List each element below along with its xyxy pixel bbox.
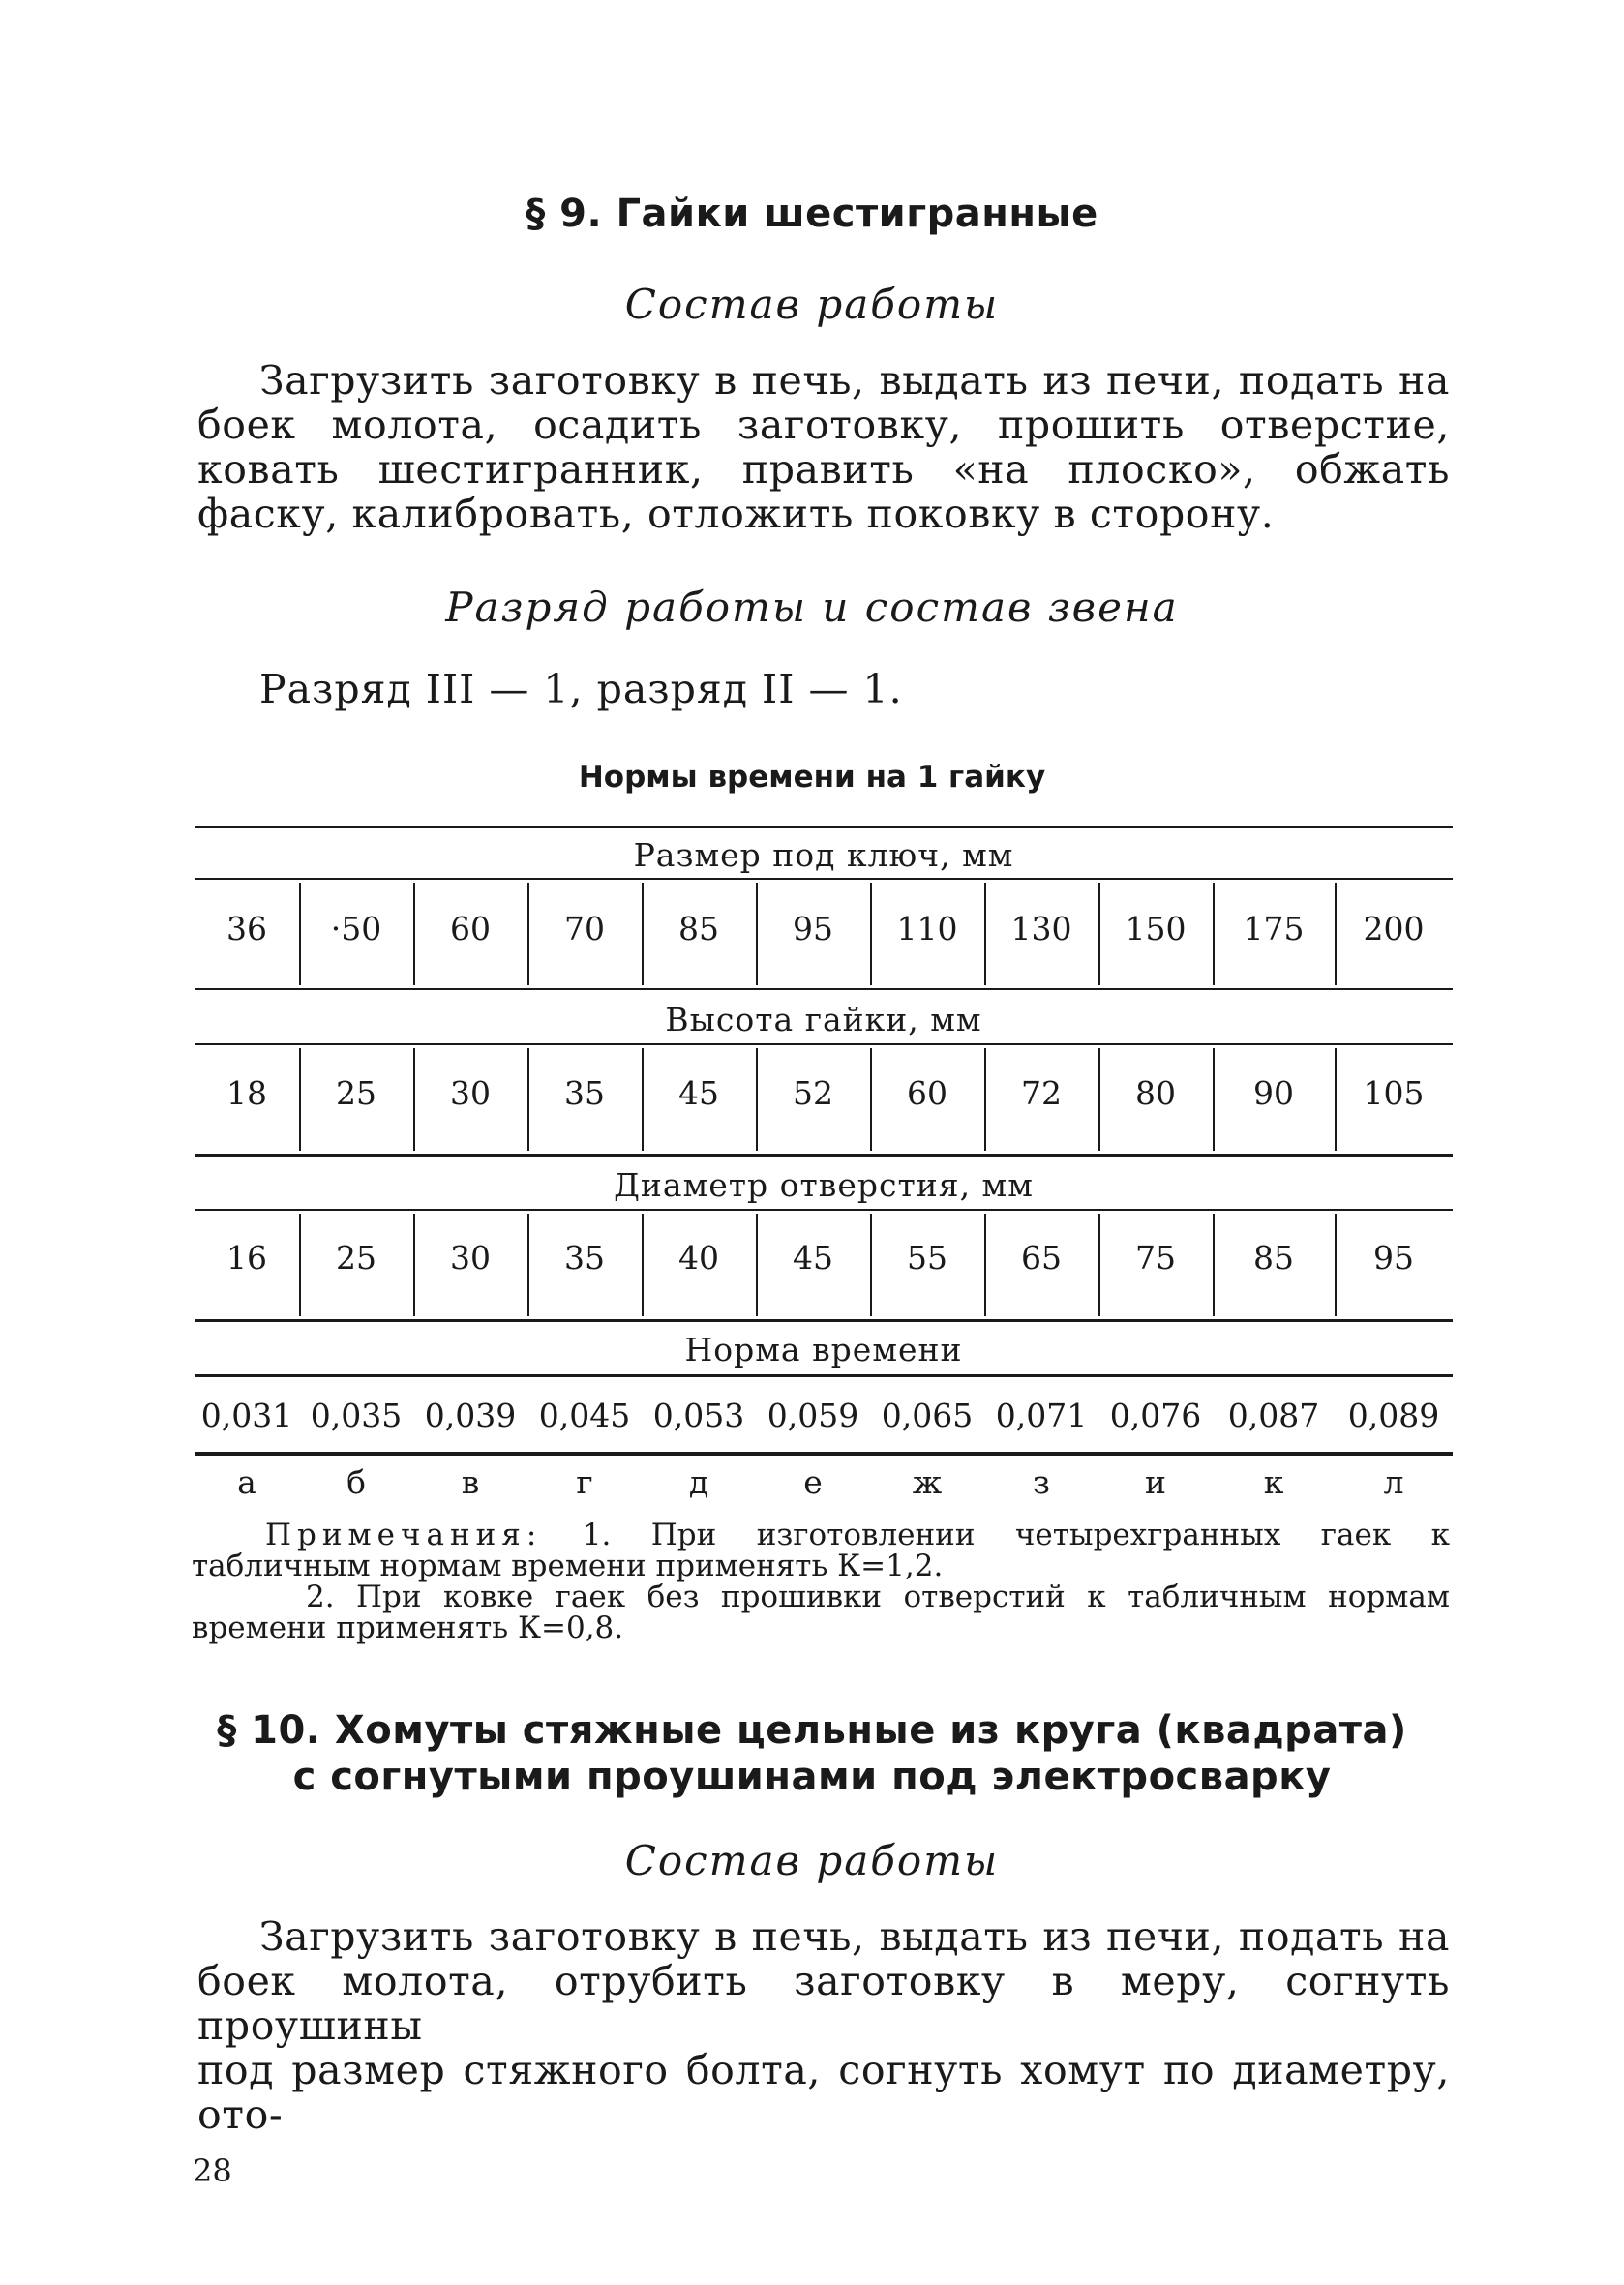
table-rule xyxy=(195,1452,1453,1456)
column-rule xyxy=(1213,883,1215,985)
column-rule xyxy=(1213,1214,1215,1316)
table-rule xyxy=(195,1374,1453,1377)
column-rule xyxy=(413,1214,415,1316)
table-row-nut-height xyxy=(195,1074,1453,1112)
column-rule xyxy=(870,1214,872,1316)
group-header-nut-height: Высота гайки, мм xyxy=(665,1001,982,1038)
column-rule xyxy=(1098,883,1100,985)
section-10-title-line2: с согнутыми проушинами под электросварку xyxy=(292,1755,1332,1799)
table-cell: 200 xyxy=(1363,910,1425,947)
table-cell: 85 xyxy=(678,910,719,947)
section-10-work-line2: боек молота, отрубить заготовку в меру, согнуть проушины xyxy=(197,1958,1450,2049)
column-rule xyxy=(1098,1214,1100,1316)
table-cell: 72 xyxy=(1021,1074,1062,1112)
table-cell: 85 xyxy=(1253,1239,1294,1277)
column-rule xyxy=(1213,1048,1215,1151)
table-cell: 110 xyxy=(896,910,958,947)
table-rule xyxy=(195,1043,1453,1045)
table-rule xyxy=(195,878,1453,880)
column-rule xyxy=(756,1048,758,1151)
column-rule xyxy=(413,883,415,985)
section-10-work-text xyxy=(197,1914,1450,2137)
column-rule xyxy=(756,1214,758,1316)
norm-cell: 0,076 xyxy=(1109,1397,1202,1434)
letter-cell: ж xyxy=(912,1463,943,1501)
column-rule xyxy=(870,1048,872,1151)
norm-cell: 0,045 xyxy=(538,1397,631,1434)
table-cell: 25 xyxy=(336,1239,376,1277)
table-cell: 30 xyxy=(450,1074,491,1112)
section-9-title: § 9. Гайки шестигранные xyxy=(526,192,1098,236)
column-rule xyxy=(299,1214,301,1316)
table-cell: 60 xyxy=(907,1074,947,1112)
table-cell: 150 xyxy=(1125,910,1187,947)
section-10-title-line1: § 10. Хомуты стяжные цельные из круга (квадрата) xyxy=(217,1708,1407,1753)
notes-label: Примечания: xyxy=(265,1518,543,1552)
section-10-work-line1: Загрузить заготовку в печь, выдать из печи, подать на xyxy=(259,1913,1450,1960)
table-cell: 35 xyxy=(564,1239,605,1277)
section-9-work-text xyxy=(197,358,1450,536)
section-10-work-heading: Состав работы xyxy=(624,1837,1000,1884)
column-rule xyxy=(527,1048,529,1151)
column-rule xyxy=(527,1214,529,1316)
column-rule xyxy=(984,1214,986,1316)
table-rule xyxy=(195,988,1453,990)
norm-cell: 0,031 xyxy=(200,1397,293,1434)
table-cell: 55 xyxy=(907,1239,947,1277)
table-cell: 175 xyxy=(1243,910,1305,947)
note-2: 2. При ковке гаек без прошивки отверстий к табличным нормам времени применять К=0,8. xyxy=(192,1579,1450,1645)
table-cell: 40 xyxy=(678,1239,719,1277)
letter-cell: и xyxy=(1145,1463,1166,1501)
norm-cell: 0,087 xyxy=(1227,1397,1320,1434)
table-cell: 75 xyxy=(1135,1239,1176,1277)
table-cell: 95 xyxy=(793,910,833,947)
page-number: 28 xyxy=(193,2152,232,2189)
table-cell: ·50 xyxy=(330,910,382,947)
norm-cell: 0,035 xyxy=(310,1397,403,1434)
grade-heading: Разряд работы и состав звена xyxy=(445,584,1179,631)
table-cell: 80 xyxy=(1135,1074,1176,1112)
column-rule xyxy=(984,1048,986,1151)
norm-cell: 0,065 xyxy=(881,1397,974,1434)
table-rule xyxy=(195,1154,1453,1157)
column-rule xyxy=(1335,883,1337,985)
letter-cell: в xyxy=(461,1463,480,1501)
letter-cell: к xyxy=(1263,1463,1284,1501)
work-composition-heading: Состав работы xyxy=(624,281,1000,328)
table-cell: 95 xyxy=(1373,1239,1414,1277)
table-cell: 36 xyxy=(226,910,267,947)
letter-cell: б xyxy=(346,1463,366,1501)
column-rule xyxy=(527,883,529,985)
table-row-key-size xyxy=(195,910,1453,947)
table-row-time-norms xyxy=(195,1397,1453,1434)
table-notes xyxy=(192,1518,1450,1645)
column-rule xyxy=(1335,1048,1337,1151)
table-cell: 25 xyxy=(336,1074,376,1112)
letter-cell: а xyxy=(237,1463,256,1501)
table-caption: Нормы времени на 1 гайку xyxy=(578,760,1046,795)
table-rule xyxy=(195,1209,1453,1211)
table-cell: 90 xyxy=(1253,1074,1294,1112)
table-cell: 16 xyxy=(226,1239,267,1277)
group-header-time-norm: Норма времени xyxy=(684,1331,963,1368)
note-1 xyxy=(192,1519,1450,1581)
column-rule xyxy=(870,883,872,985)
table-cell: 45 xyxy=(678,1074,719,1112)
table-cell: 45 xyxy=(793,1239,833,1277)
table-cell: 65 xyxy=(1021,1239,1062,1277)
norm-cell: 0,039 xyxy=(424,1397,517,1434)
norm-cell: 0,053 xyxy=(652,1397,745,1434)
column-rule xyxy=(413,1048,415,1151)
table-cell: 105 xyxy=(1363,1074,1425,1112)
column-rule xyxy=(984,883,986,985)
column-rule xyxy=(642,1214,644,1316)
note-1-text: 1. При изготовлении четырехгранных гаек к табличным нормам времени применять К=1,2. xyxy=(192,1518,1450,1583)
letter-cell: з xyxy=(1033,1463,1050,1501)
table-rule xyxy=(195,826,1453,828)
letter-cell: л xyxy=(1383,1463,1404,1501)
table-rule xyxy=(195,1319,1453,1322)
section-10-work-line3: под размер стяжного болта, согнуть хомут по диаметру, ото- xyxy=(197,2047,1450,2138)
table-cell: 52 xyxy=(793,1074,833,1112)
letter-cell: е xyxy=(803,1463,823,1501)
group-header-hole-diameter: Диаметр отверстия, мм xyxy=(614,1166,1034,1204)
table-cell: 70 xyxy=(564,910,605,947)
group-header-key-size: Размер под ключ, мм xyxy=(633,836,1014,874)
letter-cell: г xyxy=(576,1463,593,1501)
column-rule xyxy=(756,883,758,985)
table-cell: 35 xyxy=(564,1074,605,1112)
column-rule xyxy=(299,883,301,985)
table-cell: 60 xyxy=(450,910,491,947)
table-cell: 18 xyxy=(226,1074,267,1112)
norm-cell: 0,059 xyxy=(767,1397,859,1434)
column-rule xyxy=(642,883,644,985)
norm-cell: 0,089 xyxy=(1347,1397,1440,1434)
column-rule xyxy=(1335,1214,1337,1316)
table-row-letters xyxy=(195,1463,1453,1501)
column-rule xyxy=(299,1048,301,1151)
table-cell: 30 xyxy=(450,1239,491,1277)
column-rule xyxy=(642,1048,644,1151)
table-cell: 130 xyxy=(1010,910,1072,947)
column-rule xyxy=(1098,1048,1100,1151)
letter-cell: д xyxy=(688,1463,709,1501)
norm-cell: 0,071 xyxy=(995,1397,1088,1434)
grade-text: Разряд III — 1, разряд II — 1. xyxy=(259,666,903,712)
section-9-work-paragraph: Загрузить заготовку в печь, выдать из печи, подать на боек молота, осадить заготовку, прошить отверстие, ковать шестигранник, править «на плоско», обжать фаску, калибровать, отложить поковку в сторону. xyxy=(197,357,1450,537)
table-row-hole-diameter xyxy=(195,1239,1453,1277)
